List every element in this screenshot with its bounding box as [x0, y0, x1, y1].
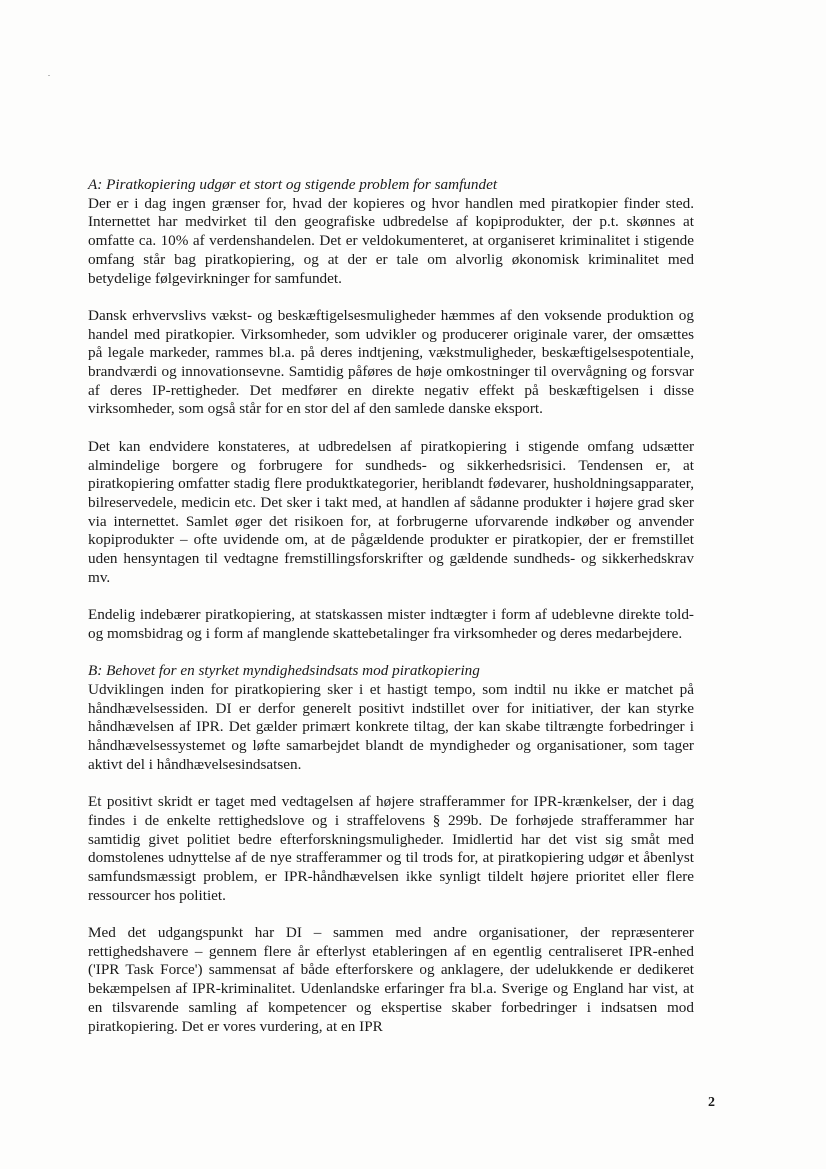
section-a-paragraph-2: Dansk erhvervslivs vækst- og beskæftigelsesmuligheder hæmmes af den voksende produktion og handel med piratkopier. Virksomheder, som udvikler og producerer originale varer, der omsættes på legale markeder, rammes bl.a. på deres indtjening, vækstmuligheder, beskæftigelsespotentiale, brandværdi og innovationsevne. Samtidig påføres de høje omkostninger til overvågning og forsvar af deres IP-rettigheder. Det medfører en direkte negativ effekt på beskæftigelsen i disse virksomheder, som også står for en stor del af den samlede danske eksport.: [88, 306, 694, 418]
section-b-paragraph-1: Udviklingen inden for piratkopiering sker i et hastigt tempo, som indtil nu ikke er matchet på håndhævelsessiden. DI er derfor generelt positivt indstillet over for initiativer, der kan styrke håndhævelsen af IPR. Det gælder primært konkrete tiltag, der kan skabe tiltrængte forbedringer i håndhævelsessystemet og løfte samarbejdet blandt de myndigheder og organisationer, som tager aktivt del i håndhævelsesindsatsen.: [88, 680, 694, 773]
page-number: 2: [708, 1095, 715, 1110]
section-a-paragraph-4: Endelig indebærer piratkopiering, at statskassen mister indtægter i form af udeblevne direkte told- og momsbidrag og i form af manglende skattebetalinger fra virksomheder og deres medarbejdere.: [88, 606, 694, 642]
section-a-heading: A: Piratkopiering udgør et stort og stigende problem for samfundet: [88, 176, 498, 193]
section-a-paragraph-3: Det kan endvidere konstateres, at udbredelsen af piratkopiering i stigende omfang udsætter almindelige borgere og forbrugere for sundheds- og sikkerhedsrisici. Tendensen er, at piratkopiering omfatter stadig flere produktkategorier, heriblandt fødevarer, husholdningsapparater, bilreservedele, medicin etc. Det sker i takt med, at handlen af sådanne produkter i højere grad sker via internettet. Samlet øger det risikoen for, at forbrugerne uforvarende indkøber og anvender kopiprodukter – ofte uvidende om, at de pågældende produkter er piratkopier, der er fremstillet uden hensyntagen til vedtagne fremstillingsforskrifter og gældende sundheds- og sikkerhedskrav mv.: [88, 437, 694, 586]
document-body: [88, 176, 694, 1036]
scan-artifact: [48, 75, 50, 76]
section-b-paragraph-2: Et positivt skridt er taget med vedtagelsen af højere strafferammer for IPR-krænkelser, der i dag findes i de enkelte rettighedslove og i straffelovens § 299b. De forhøjede strafferammer har samtidig givet politiet bedre efterforskningsmuligheder. Imidlertid har det vist sig småt med domstolenes udnyttelse af de nye strafferammer og til trods for, at piratkopiering udgør et åbenlyst samfundsmæssigt problem, er IPR-håndhævelsen ikke synligt tildelt højere prioritet eller flere ressourcer hos politiet.: [88, 793, 694, 904]
section-b-heading: B: Behovet for en styrket myndighedsindsats mod piratkopiering: [88, 662, 480, 680]
section-a-paragraph-1: Der er i dag ingen grænser for, hvad der kopieres og hvor handlen med piratkopier finder sted. Internettet har medvirket til den geografiske udbredelse af kopiprodukter, der p.t. skønnes at omfatte ca. 10% af verdenshandelen. Det er veldokumenteret, at organiseret kriminalitet i stigende omfang står bag piratkopiering, og at der er tale om alvorlig økonomisk kriminalitet med betydelige følgevirkninger for samfundet.: [88, 194, 694, 287]
section-b-paragraph-3: Med det udgangspunkt har DI – sammen med andre organisationer, der repræsenterer rettighedshavere – gennem flere år efterlyst etableringen af en egentlig centraliseret IPR-enhed ('IPR Task Force') sammensat af både efterforskere og anklagere, der udelukkende er dedikeret bekæmpelsen af IPR-kriminalitet. Udenlandske erfaringer fra bl.a. Sverige og England har vist, at en tilsvarende samling af kompetencer og ekspertise skaber forbedringer i indsatsen mod piratkopiering. Det er vores vurdering, at en IPR: [88, 924, 694, 1035]
